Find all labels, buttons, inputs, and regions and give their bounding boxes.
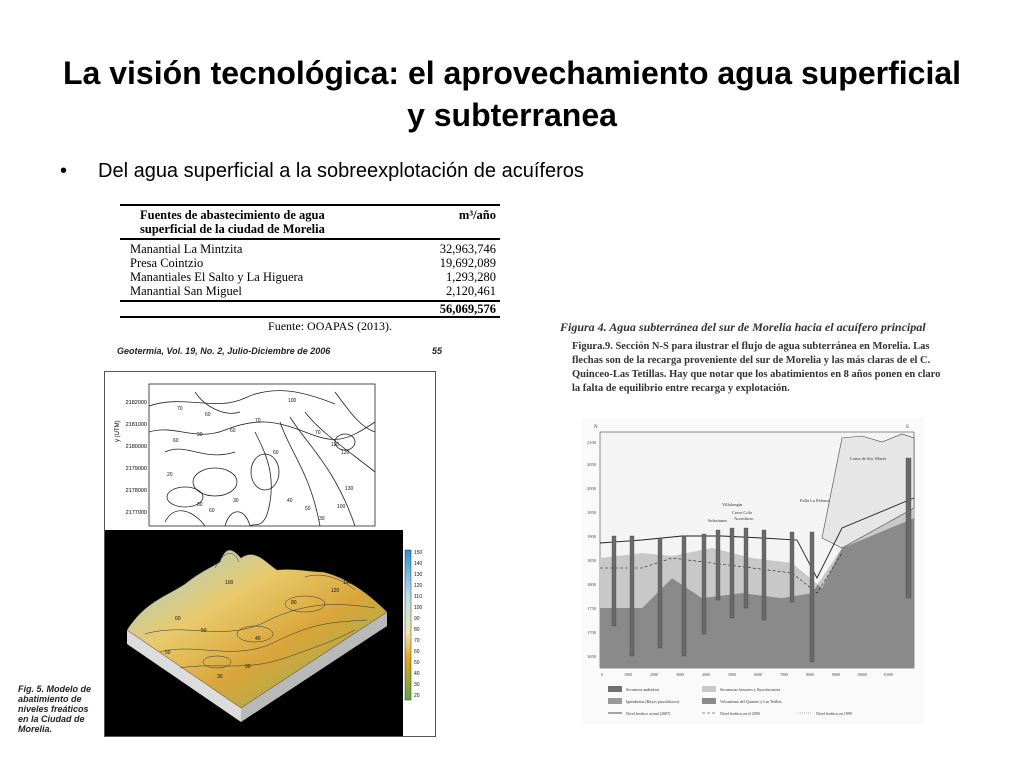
surface-label: 50 (165, 650, 171, 656)
y-tick: 1900 (587, 534, 596, 539)
contour-label: 60 (173, 438, 179, 444)
y-tick: 1700 (587, 630, 596, 635)
contour-label: 60 (209, 508, 215, 514)
surface-3d (105, 530, 423, 736)
row-name: Manantiales El Salto y La Higuera (130, 270, 304, 284)
contour-label: 60 (273, 450, 279, 456)
top-label: Loma de Sta. María (850, 456, 886, 461)
y-tick: 2178000 (125, 488, 147, 494)
colorbar-tick: 20 (414, 693, 420, 699)
table-header-source: Fuentes de abastecimiento de agua superficial de la ciudad de Morelia (140, 208, 325, 236)
x-tick: 10000 (857, 672, 867, 677)
x-tick: 1000 (624, 672, 632, 677)
colorbar-tick: 100 (414, 605, 423, 611)
y-tick: 1850 (587, 558, 596, 563)
table-total: 56,069,576 (120, 302, 500, 318)
legend-item: Volcanismo del Quinceo y Las Tetillas (720, 699, 782, 704)
top-label: Villalongín (722, 502, 743, 507)
groundwater-section-figure (582, 418, 924, 724)
row-name: Manantial La Mintzita (130, 242, 243, 256)
journal-title: Geotermia, Vol. 19, No. 2, Julio-Diciembre de 2006 (117, 346, 331, 356)
contour-label: 100 (288, 398, 297, 404)
section-label-n: N (594, 425, 598, 430)
section-label-s: S (906, 425, 909, 430)
colorbar-tick: 40 (414, 671, 420, 677)
legend-item: Nivel freático en el 2000 (720, 711, 760, 716)
x-tick: 4000 (702, 672, 710, 677)
surface-label: 30 (245, 664, 251, 670)
row-value: 19,692,089 (439, 256, 496, 270)
x-tick: 11000 (883, 672, 893, 677)
table-header (120, 204, 500, 240)
figure-9-description: Figura.9. Sección N-S para ilustrar el flujo de agua subterránea en Morelia. Las flechas son de la recarga proveniente del sur de Morelia y las más claras de el C. Quinceo-Las Tetillas. Hay que notar que los abatimientos en 8 años ponen en claro la falta de equilibrio entre recarga y explotación. (572, 341, 941, 394)
table-row (120, 270, 500, 284)
top-label: Cerro Colo (732, 510, 753, 515)
y-tick: 1950 (587, 510, 596, 515)
x-tick: 2000 (650, 672, 658, 677)
colorbar-tick: 60 (414, 649, 420, 655)
x-tick: 0 (601, 672, 603, 677)
contour-label: 110 (331, 442, 339, 448)
legend-item: Secuencias lacustres y fluviolacustres (720, 687, 781, 692)
y-tick: 2179000 (125, 466, 147, 472)
surface-label: 40 (255, 636, 261, 642)
table-row (120, 256, 500, 270)
top-label: Falla La Paloma (800, 498, 830, 503)
drawdown-figure (104, 371, 436, 737)
contour-label: 70 (315, 430, 321, 436)
row-value: 32,963,746 (439, 242, 496, 256)
row-value: 2,120,461 (446, 284, 496, 298)
y-tick: 2181000 (125, 422, 147, 428)
y-tick: 2050 (587, 462, 596, 467)
surface-label: 60 (175, 616, 181, 622)
surface-label: 30 (217, 674, 223, 680)
x-tick: 8000 (806, 672, 814, 677)
table-row (120, 242, 500, 256)
x-tick: 3000 (676, 672, 684, 677)
water-sources-table (120, 204, 500, 334)
contour-label: 90 (197, 432, 203, 438)
bullet-marker: • (60, 160, 68, 182)
bullet-text: Del agua superficial a la sobreexplotación de acuíferos (98, 160, 584, 182)
colorbar-tick: 150 (414, 550, 423, 556)
top-label: Acueducto (734, 516, 754, 521)
y-tick: 2177000 (125, 510, 147, 516)
contour-label: 80 (197, 502, 203, 508)
contour-label: 60 (205, 412, 211, 418)
slide-title: La visión tecnológica: el aprovechamiento agua superficial y subterranea (62, 55, 962, 133)
table-source: Fuente: OOAPAS (2013). (268, 319, 392, 333)
legend-item: Ignimbritas (Rayos piroclásticos) (626, 699, 680, 704)
colorbar-tick: 140 (414, 561, 423, 567)
y-tick: 2180000 (125, 444, 147, 450)
y-tick: 1650 (587, 654, 596, 659)
y-tick: 2182000 (125, 400, 147, 406)
colorbar-tick: 30 (414, 682, 420, 688)
contour-label: 120 (341, 450, 350, 456)
contour-map (115, 384, 375, 526)
colorbar-tick: 80 (414, 627, 420, 633)
contour-label: 100 (337, 504, 346, 510)
surface-label: 120 (331, 588, 340, 594)
section-legend (608, 686, 852, 716)
colorbar-tick: 110 (414, 594, 422, 600)
y-tick: 2000 (587, 486, 596, 491)
bullet-item (60, 158, 584, 184)
row-name: Presa Cointzio (130, 256, 204, 270)
table-body (120, 240, 500, 302)
legend-item: Nivel freático actual (2007) (626, 711, 671, 716)
colorbar (405, 550, 411, 700)
contour-label: 20 (167, 472, 173, 478)
figure-5-caption-text: Fig. 5. Modelo de abatimiento de niveles freáticos en la Ciudad de Morelia. (18, 684, 92, 734)
surface-label: 100 (225, 580, 234, 586)
legend-item: Secuencia andesítica (626, 687, 660, 692)
colorbar-tick: 70 (414, 638, 420, 644)
drawdown-figure-graphic (105, 372, 435, 736)
table-header-unit: m³/año (458, 208, 496, 222)
contour-label: 70 (255, 418, 261, 424)
groundwater-section-graphic (582, 418, 924, 724)
figure-5-caption (18, 684, 100, 734)
figure-4-caption: Figura 4. Agua subterránea del sur de Morelia hacia el acuífero principal (560, 320, 926, 334)
y-tick: 2100 (587, 440, 596, 445)
colorbar-tick: 50 (414, 660, 420, 666)
journal-header (117, 346, 442, 356)
x-tick: 7000 (780, 672, 788, 677)
contour-label: 60 (230, 428, 236, 434)
y-tick: 1750 (587, 606, 596, 611)
journal-page: 55 (431, 346, 442, 356)
contour-label: 130 (345, 486, 354, 492)
surface-label: 80 (291, 600, 297, 606)
x-tick: 6000 (754, 672, 762, 677)
surface-label: 140 (343, 580, 352, 586)
contour-label: 40 (287, 498, 293, 504)
top-label: Salesianos (708, 518, 727, 523)
colorbar-tick: 130 (414, 572, 423, 578)
surface-label: 50 (201, 628, 207, 634)
x-tick: 9000 (832, 672, 840, 677)
row-name: Manantial San Miguel (130, 284, 242, 298)
contour-label: 30 (233, 498, 239, 504)
contour-label: 50 (305, 506, 311, 512)
colorbar-tick: 120 (414, 583, 423, 589)
x-tick: 5000 (728, 672, 736, 677)
table-row (120, 284, 500, 298)
colorbar-tick: 90 (414, 616, 420, 622)
y-axis-label: y (UTM) (115, 420, 121, 442)
contour-label: 30 (319, 516, 325, 522)
legend-item: Nivel freático en 1999 (816, 711, 852, 716)
contour-label: 70 (177, 406, 183, 412)
y-tick: 1800 (587, 582, 596, 587)
row-value: 1,293,280 (446, 270, 496, 284)
